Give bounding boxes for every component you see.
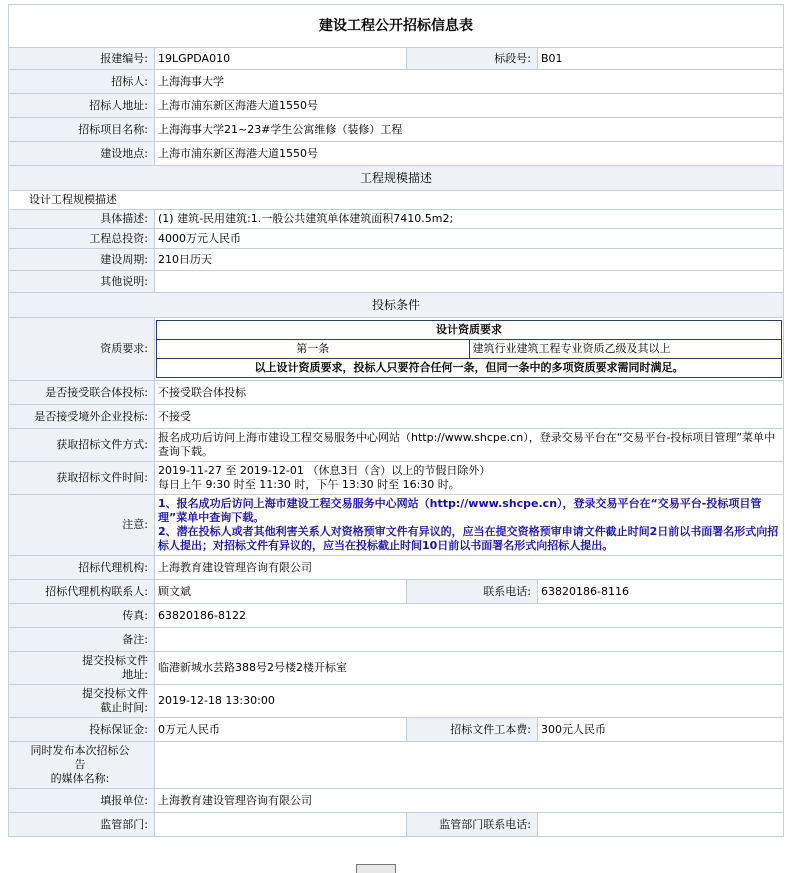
doc-fee-label: 招标文件工本费: <box>407 718 538 742</box>
foreign-label: 是否接受境外企业投标: <box>9 405 155 429</box>
method-value: 报名成功后访问上海市建设工程交易服务中心网站（http://www.shcpe.cn），登录交易平台在“交易平台-投标项目管理”菜单中查询下载。 <box>155 429 784 462</box>
tenderer-address-value: 上海市浦东新区海港大道1550号 <box>155 94 784 118</box>
media-value <box>155 742 784 789</box>
notice-line-2: 2、潜在投标人或者其他利害关系人对资格预审文件有异议的，应当在提交资格预审申请文件截止时间2日前以书面署名形式向招标人提出；对招标文件有异议的，应当在投标截止时间10日前以书面署名形式向招标人提出。 <box>158 525 779 552</box>
period-value: 210日历天 <box>155 249 784 271</box>
tenderer-label: 招标人: <box>9 70 155 94</box>
section-no-label: 标段号: <box>407 48 538 70</box>
notice-line-1: 1、报名成功后访问上海市建设工程交易服务中心网站（http://www.shcpe.cn），登录交易平台在“交易平台-投标项目管理”菜单中查询下载。 <box>158 497 762 524</box>
media-label-line-2: 告 <box>74 758 86 771</box>
media-label-line-3: 的媒体名称: <box>50 772 110 785</box>
investment-label: 工程总投资: <box>9 229 155 249</box>
filler-label: 填报单位: <box>9 789 155 813</box>
deadline-label-line-1: 提交投标文件 <box>82 687 148 700</box>
tenderer-value: 上海海事大学 <box>155 70 784 94</box>
fax-label: 传真: <box>9 604 155 628</box>
remark-label: 备注: <box>9 628 155 652</box>
joint-label: 是否接受联合体投标: <box>9 381 155 405</box>
supervisor-phone-label: 监管部门联系电话: <box>407 813 538 837</box>
filler-value: 上海教育建设管理咨询有限公司 <box>155 789 784 813</box>
deadline-label-line-2: 截止时间: <box>100 701 148 714</box>
phone-label: 联系电话: <box>407 580 538 604</box>
qualification-label: 资质要求: <box>9 318 155 381</box>
qual-row-text: 建筑行业建筑工程专业资质乙级及其以上 <box>469 340 782 359</box>
qual-table-footer: 以上设计资质要求，投标人只要符合任何一条，但同一条中的多项资质要求需同时满足。 <box>157 359 782 378</box>
detail-value: (1) 建筑-民用建筑:1.一般公共建筑单体建筑面积7410.5m2; <box>155 210 784 229</box>
doc-fee-value: 300元人民币 <box>538 718 784 742</box>
scale-section-title: 工程规模描述 <box>9 166 784 191</box>
other-label: 其他说明: <box>9 271 155 293</box>
page-title: 建设工程公开招标信息表 <box>9 5 784 48</box>
tender-info-form <box>8 4 783 837</box>
tenderer-address-label: 招标人地址: <box>9 94 155 118</box>
time-line-1: 2019-11-27 至 2019-12-01 （休息3日（含）以上的节假日除外） <box>158 464 491 477</box>
notice-label: 注意: <box>9 495 155 556</box>
deadline-label <box>9 685 155 718</box>
scale-desc-label: 设计工程规模描述 <box>9 191 784 210</box>
submit-addr-label-line-2: 地址: <box>122 668 148 681</box>
qual-table-header: 设计资质要求 <box>157 321 782 340</box>
conditions-section-title: 投标条件 <box>9 293 784 318</box>
project-code-value: 19LGPDA010 <box>155 48 407 70</box>
supervisor-label: 监管部门: <box>9 813 155 837</box>
method-label: 获取招标文件方式: <box>9 429 155 462</box>
qual-row-no: 第一条 <box>157 340 470 359</box>
media-label <box>9 742 155 789</box>
project-name-label: 招标项目名称: <box>9 118 155 142</box>
project-name-value: 上海海事大学21~23#学生公寓维修（装修）工程 <box>155 118 784 142</box>
fax-value: 63820186-8122 <box>155 604 784 628</box>
supervisor-value <box>155 813 407 837</box>
site-value: 上海市浦东新区海港大道1550号 <box>155 142 784 166</box>
investment-value: 4000万元人民币 <box>155 229 784 249</box>
submit-addr-label-line-1: 提交投标文件 <box>82 654 148 667</box>
period-label: 建设周期: <box>9 249 155 271</box>
supervisor-phone-value <box>538 813 784 837</box>
submit-addr-value: 临港新城水芸路388号2号楼2楼开标室 <box>155 652 784 685</box>
notice-value <box>155 495 784 556</box>
tender-info-table <box>8 4 784 837</box>
section-no-value: B01 <box>538 48 784 70</box>
time-label: 获取招标文件时间: <box>9 462 155 495</box>
remark-value <box>155 628 784 652</box>
contact-label: 招标代理机构联系人: <box>9 580 155 604</box>
agent-value: 上海教育建设管理咨询有限公司 <box>155 556 784 580</box>
deadline-value: 2019-12-18 13:30:00 <box>155 685 784 718</box>
time-value <box>155 462 784 495</box>
detail-label: 具体描述: <box>9 210 155 229</box>
time-line-2: 每日上午 9:30 时至 11:30 时，下午 13:30 时至 16:30 时。 <box>158 478 460 491</box>
foreign-value: 不接受 <box>155 405 784 429</box>
project-code-label: 报建编号: <box>9 48 155 70</box>
other-value <box>155 271 784 293</box>
site-label: 建设地点: <box>9 142 155 166</box>
deposit-label: 投标保证金: <box>9 718 155 742</box>
agent-label: 招标代理机构: <box>9 556 155 580</box>
phone-value: 63820186-8116 <box>538 580 784 604</box>
joint-value: 不接受联合体投标 <box>155 381 784 405</box>
deposit-value: 0万元人民币 <box>155 718 407 742</box>
contact-value: 顾文斌 <box>155 580 407 604</box>
submit-addr-label <box>9 652 155 685</box>
qualification-cell <box>155 318 784 381</box>
media-label-line-1: 同时发布本次招标公 <box>30 744 130 757</box>
qualification-table <box>156 320 782 378</box>
